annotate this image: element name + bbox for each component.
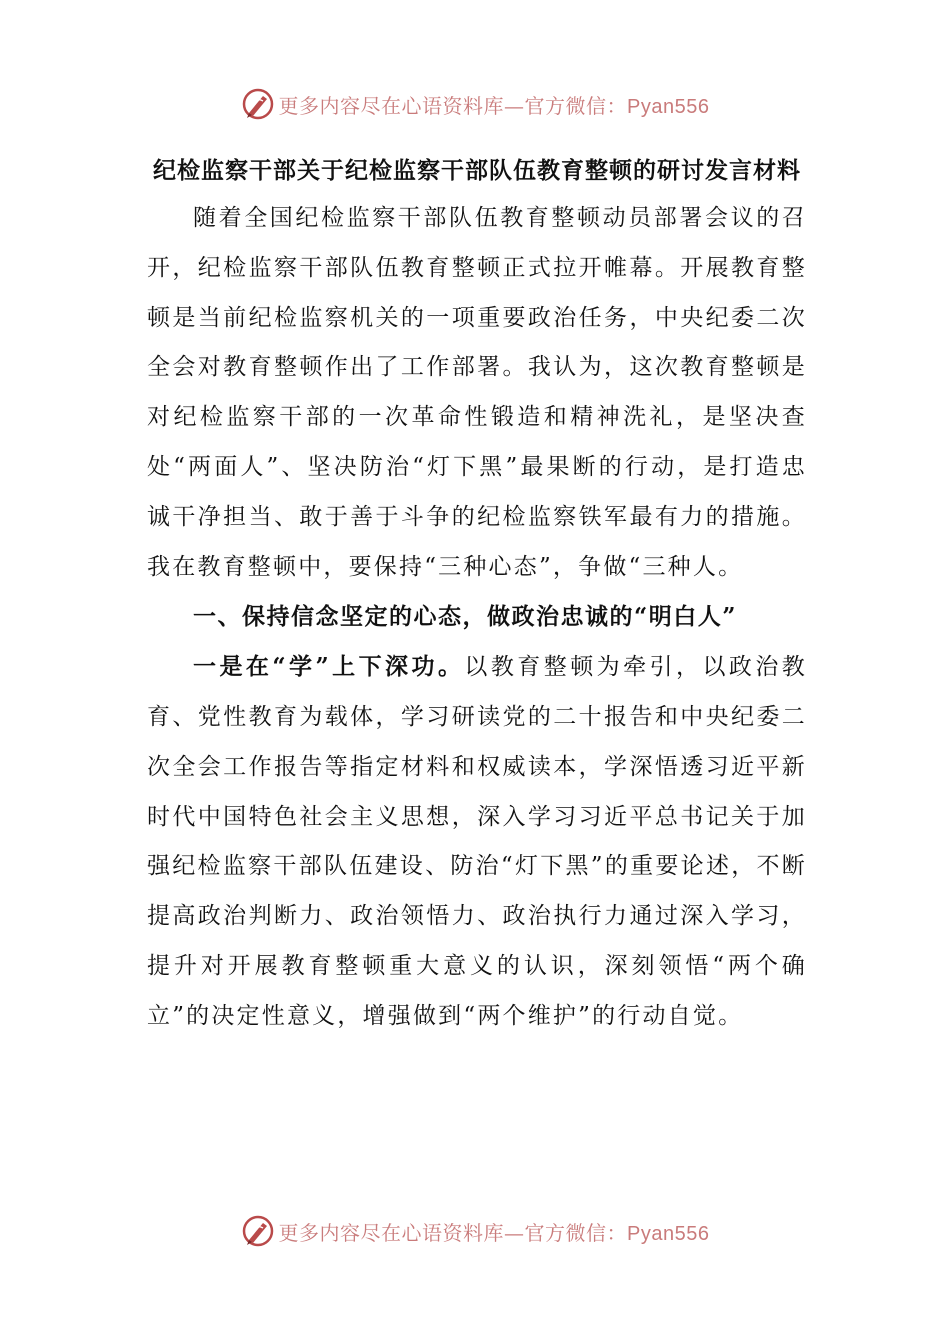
document-title: 纪检监察干部关于纪检监察干部队伍教育整顿的研讨发言材料 [153, 157, 801, 184]
pen-logo-icon [241, 1214, 275, 1248]
point-lead: 一是在“学”上下深功。 [193, 653, 465, 681]
pen-logo-icon [241, 87, 275, 121]
watermark-text: 更多内容尽在心语资料库—官方微信：Pyan556 [278, 93, 710, 118]
point-body: 以教育整顿为牵引，以政治教育、党性教育为载体，学习研读党的二十报告和中央纪委二次全会工作报告等指定材料和权威读本，学深悟透习近平新时代中国特色社会主义思想，深入学习习近平总书记关于加强纪检监察干部队伍建设、防治“灯下黑”的重要论述，不断提高政治判断力、政治领悟力、政治执行力通过深入学习，提升对开展教育整顿重大意义的认识，深刻领悟“两个确立”的决定性意义，增强做到“两个维护”的行动自觉。 [147, 654, 807, 1029]
watermark-banner-bottom [0, 1211, 950, 1251]
point-paragraph-1 [147, 642, 807, 1041]
intro-paragraph: 随着全国纪检监察干部队伍教育整顿动员部署会议的召开，纪检监察干部队伍教育整顿正式拉开帷幕。开展教育整顿是当前纪检监察机关的一项重要政治任务，中央纪委二次全会对教育整顿作出了工作部署。我认为，这次教育整顿是对纪检监察干部的一次革命性锻造和精神洗礼，是坚决查处“两面人”、坚决防治“灯下黑”最果断的行动，是打造忠诚干净担当、敢于善于斗争的纪检监察铁军最有力的措施。我在教育整顿中，要保持“三种心态”，争做“三种人。 [147, 205, 807, 580]
watermark-text: 更多内容尽在心语资料库—官方微信：Pyan556 [278, 1220, 710, 1245]
watermark-banner-top [0, 84, 950, 124]
watermark-account: Pyan556 [627, 1222, 710, 1245]
section-heading-1: 一、保持信念坚定的心态，做政治忠诚的“明白人” [193, 603, 737, 631]
watermark-account: Pyan556 [627, 95, 710, 118]
document-body [147, 148, 807, 1042]
